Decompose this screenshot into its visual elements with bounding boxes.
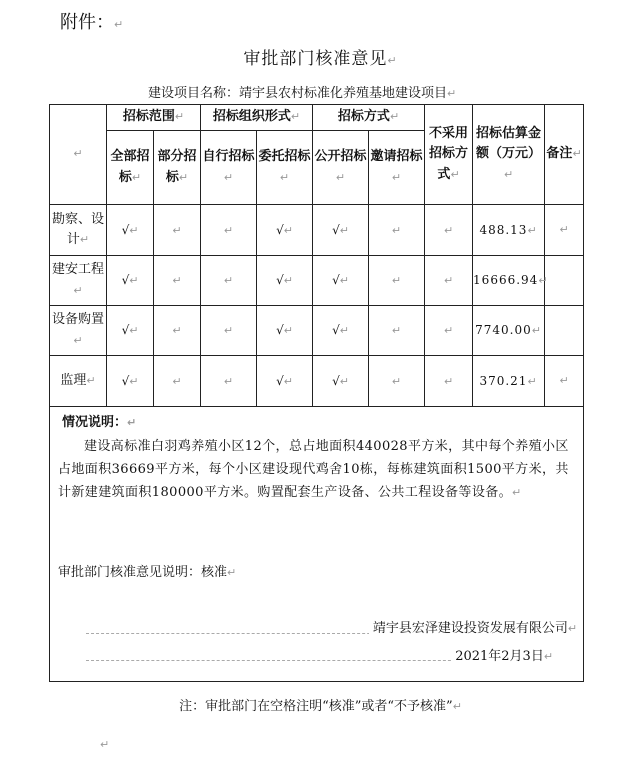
cell-invited-bidding: ↵	[369, 306, 425, 356]
table-row	[50, 205, 584, 256]
row-label: 建安工程↵	[50, 256, 107, 306]
cell-remarks	[545, 256, 584, 306]
cell-remarks: ↵	[545, 356, 584, 407]
subheader-open-bidding: 公开招标↵	[313, 131, 369, 205]
situation-label: 情况说明：↵	[62, 415, 137, 430]
cell-invited-bidding: ↵	[369, 256, 425, 306]
row-label: 监理↵	[50, 356, 107, 407]
subheader-self-bidding: 自行招标↵	[201, 131, 257, 205]
cell-no-bidding: ↵	[425, 205, 473, 256]
cell-full-bidding: √↵	[107, 205, 154, 256]
cell-open-bidding: √↵	[313, 306, 369, 356]
cell-entrusted-bidding: √↵	[257, 306, 313, 356]
cell-entrusted-bidding: √↵	[257, 356, 313, 407]
cell-full-bidding: √↵	[107, 306, 154, 356]
cell-estimated-amount: 16666.94↵	[473, 256, 545, 306]
header-bid-scope: 招标范围↵	[107, 105, 201, 131]
paragraph-mark: ↵	[100, 738, 110, 751]
cell-partial-bidding: ↵	[154, 256, 201, 306]
attachment-heading: 附件：↵	[60, 12, 124, 33]
project-name-line: 建设项目名称：靖宇县农村标准化养殖基地建设项目↵	[148, 86, 457, 101]
cell-remarks	[545, 306, 584, 356]
cell-entrusted-bidding: √↵	[257, 256, 313, 306]
subheader-invited-bidding: 邀请招标↵	[369, 131, 425, 205]
cell-entrusted-bidding: √↵	[257, 205, 313, 256]
situation-description-cell	[50, 407, 584, 682]
cell-estimated-amount: 370.21↵	[473, 356, 545, 407]
cell-partial-bidding: ↵	[154, 306, 201, 356]
approval-opinion: 审批部门核准意见说明：核准↵	[58, 565, 237, 580]
cell-invited-bidding: ↵	[369, 356, 425, 407]
situation-paragraph: 建设高标准白羽鸡养殖小区12个，总占地面积440028平方米，其中每个养殖小区占地面积36669平方米，每个小区建设现代鸡舍10栋，每栋建筑面积1500平方米，共计新建建筑面积180000平方米。购置配套生产设备、公共工程设备等设备。↵	[58, 439, 569, 500]
table-row	[50, 256, 584, 306]
header-no-bidding: 不采用招标方式↵	[425, 105, 473, 205]
approval-table	[49, 104, 584, 682]
header-bid-method: 招标方式↵	[313, 105, 425, 131]
date-leader-line	[86, 652, 466, 661]
cell-self-bidding: ↵	[201, 256, 257, 306]
company-name: 靖宇县宏泽建设投资发展有限公司↵	[369, 619, 577, 639]
subheader-full-bidding: 全部招标↵	[107, 131, 154, 205]
cell-self-bidding: ↵	[201, 306, 257, 356]
subheader-entrusted-bidding: 委托招标↵	[257, 131, 313, 205]
cell-open-bidding: √↵	[313, 356, 369, 407]
cell-invited-bidding: ↵	[369, 205, 425, 256]
cell-self-bidding: ↵	[201, 356, 257, 407]
cell-open-bidding: √↵	[313, 256, 369, 306]
cell-no-bidding: ↵	[425, 256, 473, 306]
corner-cell: ↵	[50, 105, 107, 205]
cell-estimated-amount: 488.13↵	[473, 205, 545, 256]
approval-date: 2021年2月3日↵	[451, 647, 553, 667]
row-label: 设备购置↵	[50, 306, 107, 356]
header-bid-organization: 招标组织形式↵	[201, 105, 313, 131]
footnote: 注：审批部门在空格注明“核准”或者“不予核准”↵	[179, 699, 462, 714]
cell-partial-bidding: ↵	[154, 356, 201, 407]
cell-open-bidding: √↵	[313, 205, 369, 256]
cell-no-bidding: ↵	[425, 356, 473, 407]
cell-remarks: ↵	[545, 205, 584, 256]
row-label: 勘察、设计↵	[50, 205, 107, 256]
table-row	[50, 306, 584, 356]
cell-estimated-amount: 7740.00↵	[473, 306, 545, 356]
table-row	[50, 356, 584, 407]
cell-full-bidding: √↵	[107, 356, 154, 407]
header-remarks: 备注↵	[545, 105, 584, 205]
header-estimated-amount: 招标估算金额（万元）↵	[473, 105, 545, 205]
subheader-partial-bidding: 部分招标↵	[154, 131, 201, 205]
cell-self-bidding: ↵	[201, 205, 257, 256]
cell-partial-bidding: ↵	[154, 205, 201, 256]
document-title: 审批部门核准意见↵	[243, 49, 398, 69]
cell-no-bidding: ↵	[425, 306, 473, 356]
cell-full-bidding: √↵	[107, 256, 154, 306]
